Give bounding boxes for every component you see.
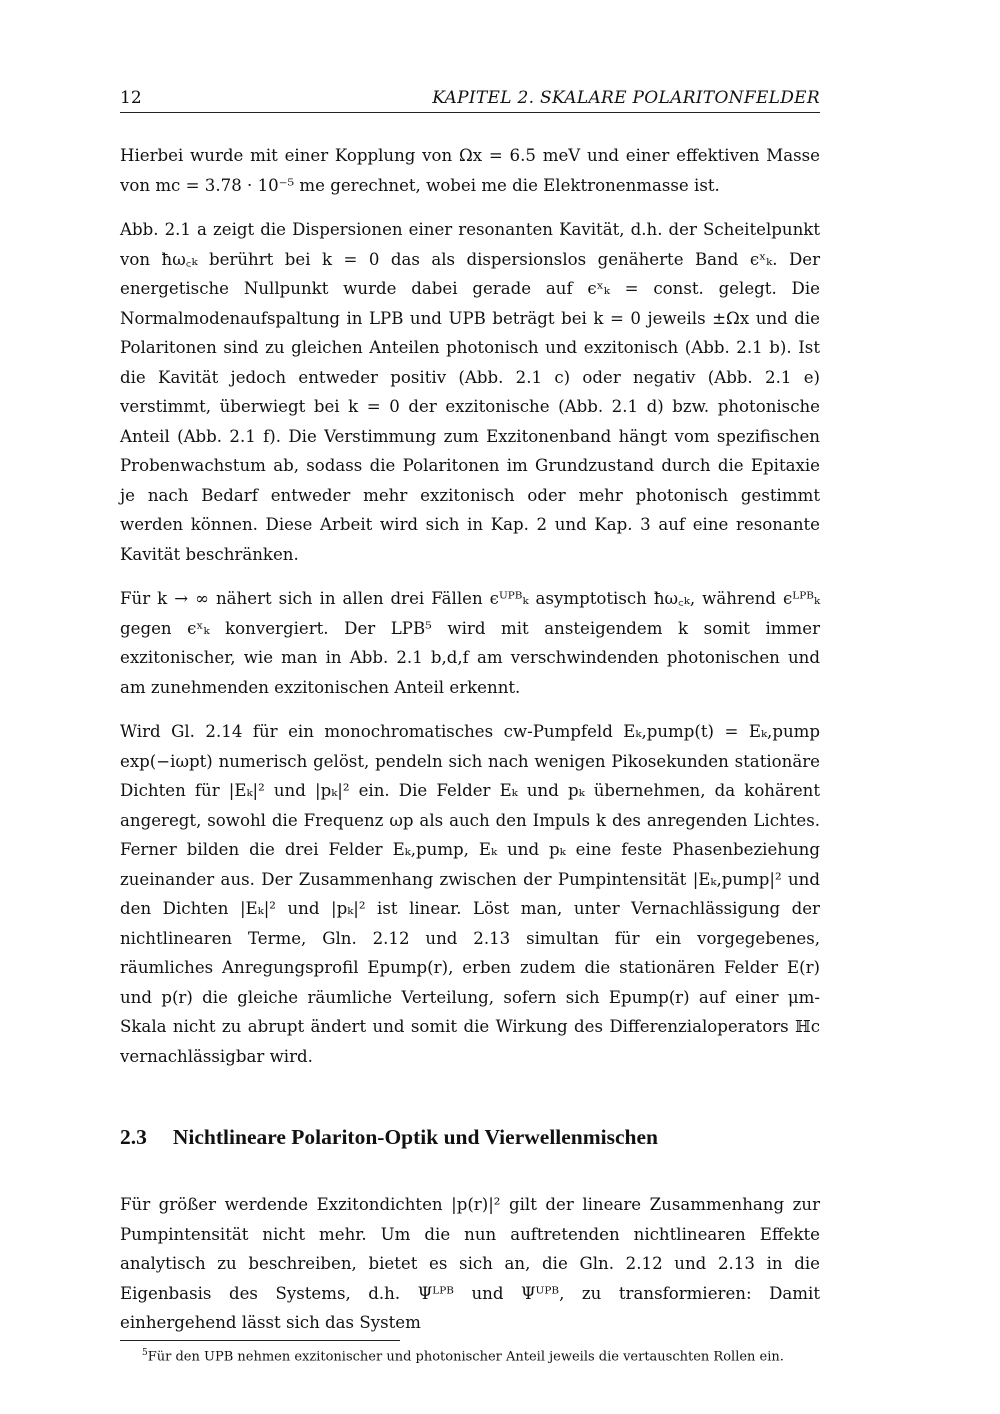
- footnote-mark: 5: [142, 1347, 148, 1358]
- paragraph-asymptotic: Für k → ∞ nähert sich in allen drei Fällen ϵᵁᴾᴮₖ asymptotisch ħω꜀ₖ, während ϵᴸᴾᴮₖ gegen ϵˣₖ konvergiert. Der LPB⁵ wird mit ansteigendem k somit immer exzitonischer, wie man in Abb. 2.1 b,d,f am verschwindenden photonischen und am zunehmenden exzitonischen Anteil erkennt.: [120, 589, 820, 697]
- footnote-text: Für den UPB nehmen exzitonischer und photonischer Anteil jeweils die vertauschten Rollen ein.: [147, 1348, 784, 1364]
- paragraph-pump-field: Wird Gl. 2.14 für ein monochromatisches cw-Pumpfeld Eₖ,pump(t) = Eₖ,pump exp(−iωpt) numerisch gelöst, pendeln sich nach wenigen Pikosekunden stationäre Dichten für |Eₖ|² und |pₖ|² ein. Die Felder Eₖ und pₖ übernehmen, da kohärent angeregt, sowohl die Frequenz ωp als auch den Impuls k des anregenden Lichtes. Ferner bilden die drei Felder Eₖ,pump, Eₖ und pₖ eine feste Phasenbeziehung zueinander aus. Der Zusammenhang zwischen der Pumpintensität |Eₖ,pump|² und den Dichten |Eₖ|² und |pₖ|² ist linear. Löst man, unter Vernachlässigung der nichtlinearen Terme, Gln. 2.12 und 2.13 simultan für ein vorgegebenes, räumliches Anregungsprofil Epump(r), erben zudem die stationären Felder E(r) und p(r) die gleiche räumliche Verteilung, sofern sich Epump(r) auf einer μm-Skala nicht zu abrupt ändert und somit die Wirkung des Differenzialoperators ℍc vernachlässigbar wird.: [120, 722, 820, 1066]
- paragraph-coupling: Hierbei wurde mit einer Kopplung von Ωx = 6.5 meV und einer effektiven Masse von mc = 3.78 · 10⁻⁵ me gerechnet, wobei me die Elektronenmasse ist.: [120, 146, 820, 195]
- section-number: 2.3: [120, 1125, 147, 1149]
- page-number: 12: [120, 88, 142, 108]
- page: [120, 88, 820, 1366]
- footnote: [120, 1344, 820, 1366]
- paragraph-nonlinear: Für größer werdende Exzitondichten |p(r)|² gilt der lineare Zusammenhang zur Pumpintensität nicht mehr. Um die nun auftretenden nichtlinearen Effekte analytisch zu beschreiben, bietet es sich an, die Gln. 2.12 und 2.13 in die Eigenbasis des Systems, d.h. Ψᴸᴾᴮ und Ψᵁᴾᴮ, zu transformieren: Damit einhergehend lässt sich das System: [120, 1195, 820, 1332]
- running-header: [120, 88, 820, 113]
- chapter-title: KAPITEL 2. SKALARE POLARITONFELDER: [432, 88, 820, 108]
- section-heading: [120, 1125, 820, 1150]
- paragraph-dispersion: Abb. 2.1 a zeigt die Dispersionen einer resonanten Kavität, d.h. der Scheitelpunkt von ħω꜀ₖ berührt bei k = 0 das als dispersionslos genäherte Band ϵˣₖ. Der energetische Nullpunkt wurde dabei gerade auf ϵˣₖ = const. gelegt. Die Normalmodenaufspaltung in LPB und UPB beträgt bei k = 0 jeweils ±Ωx und die Polaritonen sind zu gleichen Anteilen photonisch und exzitonisch (Abb. 2.1 b). Ist die Kavität jedoch entweder positiv (Abb. 2.1 c) oder negativ (Abb. 2.1 e) verstimmt, überwiegt bei k = 0 der exzitonische (Abb. 2.1 d) bzw. photonische Anteil (Abb. 2.1 f). Die Verstimmung zum Exzitonenband hängt vom spezifischen Probenwachstum ab, sodass die Polaritonen im Grundzustand durch die Epitaxie je nach Bedarf entweder mehr exzitonisch oder mehr photonisch gestimmt werden können. Diese Arbeit wird sich in Kap. 2 und Kap. 3 auf eine resonante Kavität beschränken.: [120, 220, 820, 564]
- footnote-rule: [120, 1340, 400, 1341]
- section-title: Nichtlineare Polariton-Optik und Vierwellenmischen: [172, 1125, 659, 1149]
